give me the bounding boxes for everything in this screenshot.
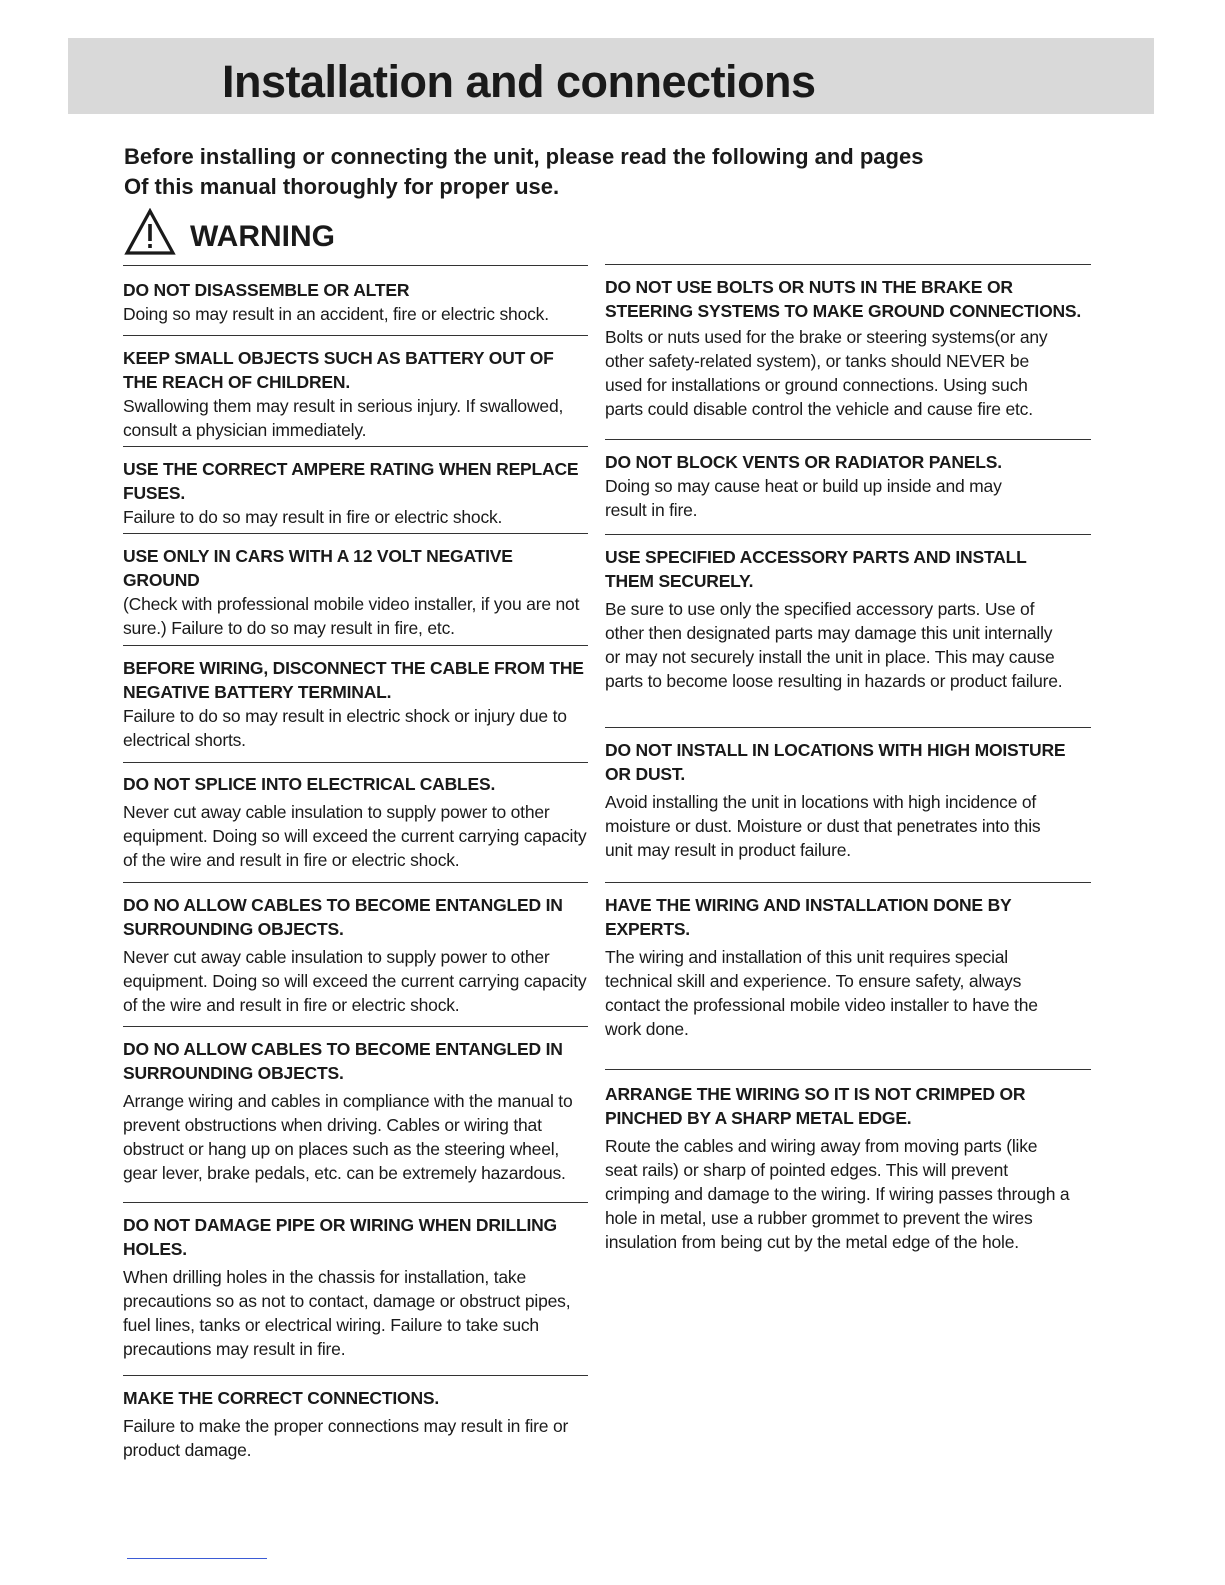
item-title: DO NOT BLOCK VENTS OR RADIATOR PANELS. (605, 452, 1002, 472)
item-body: Never cut away cable insulation to supply power to other equipment. Doing so will exceed the current carrying capacity of the wire and result in fire or electric shock. (123, 947, 587, 1015)
warning-item (123, 335, 588, 446)
item-body: Arrange wiring and cables in compliance with the manual to prevent obstructions when driving. Cables or wiring that obstruct or hang up on places such as the steering wheel, gear lever, brake pedals, etc. can be extremely hazardous. (123, 1091, 573, 1183)
footer-link-underline (127, 1558, 267, 1559)
warning-item (123, 762, 588, 882)
warning-item (123, 1375, 588, 1465)
item-body: Bolts or nuts used for the brake or steering systems(or any other safety-related system), or tanks should NEVER be used for installations or ground connections. Using such parts could disable control the vehicle and cause fire etc. (605, 327, 1048, 419)
intro-line-1: Before installing or connecting the unit, please read the following and pages (124, 144, 924, 169)
item-body: The wiring and installation of this unit requires special technical skill and experience. To ensure safety, always contact the professional mobile video installer to have the work done. (605, 947, 1038, 1039)
warning-label: WARNING (190, 220, 335, 253)
item-title: USE ONLY IN CARS WITH A 12 VOLT NEGATIVE GROUND (123, 546, 513, 590)
warning-item (123, 1026, 588, 1202)
warning-item (123, 533, 588, 645)
item-body: Failure to make the proper connections may result in fire or product damage. (123, 1416, 569, 1460)
intro-text (124, 142, 1084, 202)
item-title: DO NOT INSTALL IN LOCATIONS WITH HIGH MOISTURE OR DUST. (605, 740, 1066, 784)
warning-item (605, 727, 1091, 882)
item-body: Be sure to use only the specified accessory parts. Use of other then designated parts may damage this unit internally or may not securely install the unit in place. This may cause parts to become loose resulting in hazards or product failure. (605, 599, 1063, 691)
item-title: BEFORE WIRING, DISCONNECT THE CABLE FROM THE NEGATIVE BATTERY TERMINAL. (123, 658, 584, 702)
warning-triangle-icon (124, 208, 176, 256)
item-title: DO NOT SPLICE INTO ELECTRICAL CABLES. (123, 774, 496, 794)
warning-item (123, 446, 588, 533)
item-body: Never cut away cable insulation to supply power to other equipment. Doing so will exceed the current carrying capacity of the wire and result in fire or electric shock. (123, 802, 587, 870)
item-title: DO NOT DISASSEMBLE OR ALTER (123, 280, 410, 300)
item-title: USE SPECIFIED ACCESSORY PARTS AND INSTALL THEM SECURELY. (605, 547, 1027, 591)
item-title: HAVE THE WIRING AND INSTALLATION DONE BY EXPERTS. (605, 895, 1012, 939)
warning-heading (124, 206, 335, 258)
item-title: DO NO ALLOW CABLES TO BECOME ENTANGLED IN SURROUNDING OBJECTS. (123, 895, 563, 939)
warning-item (123, 1202, 588, 1375)
item-title: DO NOT USE BOLTS OR NUTS IN THE BRAKE OR STEERING SYSTEMS TO MAKE GROUND CONNECTIONS. (605, 277, 1082, 321)
item-title: KEEP SMALL OBJECTS SUCH AS BATTERY OUT OF THE REACH OF CHILDREN. (123, 348, 554, 392)
warning-item (123, 265, 588, 335)
warning-item (123, 645, 588, 762)
warning-item (123, 882, 588, 1026)
intro-line-2: Of this manual thoroughly for proper use. (124, 174, 560, 199)
item-body: Swallowing them may result in serious injury. If swallowed, consult a physician immediately. (123, 396, 564, 440)
warning-list-left (123, 265, 588, 1465)
item-body: When drilling holes in the chassis for installation, take precautions so as not to contact, damage or obstruct pipes, fuel lines, tanks or electrical wiring. Failure to take such precautions may result in fire. (123, 1267, 571, 1359)
item-title: USE THE CORRECT AMPERE RATING WHEN REPLACE FUSES. (123, 459, 579, 503)
warning-item (605, 882, 1091, 1069)
item-title: DO NO ALLOW CABLES TO BECOME ENTANGLED IN SURROUNDING OBJECTS. (123, 1039, 563, 1083)
item-body: Doing so may result in an accident, fire or electric shock. (123, 304, 549, 324)
item-body: Failure to do so may result in fire or electric shock. (123, 507, 503, 527)
item-body: Route the cables and wiring away from moving parts (like seat rails) or sharp of pointed edges. This will prevent crimping and damage to the wiring. If wiring passes through a hole in metal, use a rubber grommet to prevent the wires insulation from being cut by the metal edge of the hole. (605, 1136, 1070, 1252)
item-body: Avoid installing the unit in locations with high incidence of moisture or dust. Moisture or dust that penetrates into this unit may result in product failure. (605, 792, 1041, 860)
item-body: Doing so may cause heat or build up inside and may result in fire. (605, 476, 1002, 520)
warning-item (605, 534, 1091, 727)
item-body: (Check with professional mobile video installer, if you are not sure.) Failure to do so may result in fire, etc. (123, 594, 580, 638)
warning-item (605, 264, 1091, 439)
item-title: ARRANGE THE WIRING SO IT IS NOT CRIMPED OR PINCHED BY A SHARP METAL EDGE. (605, 1084, 1026, 1128)
item-title: MAKE THE CORRECT CONNECTIONS. (123, 1388, 440, 1408)
warning-list-right (605, 264, 1091, 1259)
warning-item (605, 439, 1091, 534)
page-title: Installation and connections (222, 56, 816, 107)
item-body: Failure to do so may result in electric shock or injury due to electrical shorts. (123, 706, 567, 750)
item-title: DO NOT DAMAGE PIPE OR WIRING WHEN DRILLING HOLES. (123, 1215, 557, 1259)
warning-item (605, 1069, 1091, 1259)
